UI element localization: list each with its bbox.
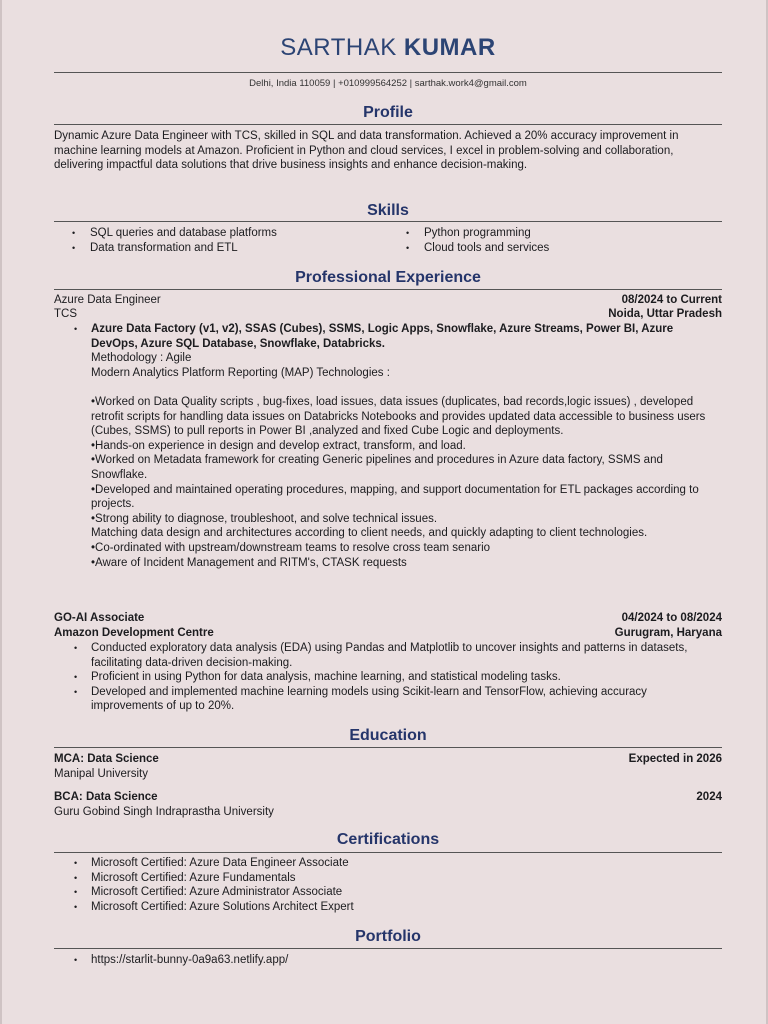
job-header <box>54 611 722 626</box>
job-subheader <box>54 307 722 322</box>
certification-item: • Microsoft Certified: Azure Administrator Associate <box>91 885 722 900</box>
certification-item: • Microsoft Certified: Azure Data Engineer Associate <box>91 856 722 871</box>
job-point: •Strong ability to diagnose, troubleshoot, and solve technical issues. <box>91 512 438 525</box>
job-role: Azure Data Engineer <box>54 294 161 306</box>
education-degree: MCA: Data Science <box>54 753 159 765</box>
job-company: TCS <box>54 308 77 320</box>
education-school: Guru Gobind Singh Indraprastha University <box>54 806 274 818</box>
portfolio-link[interactable]: • https://starlit-bunny-0a9a63.netlify.app/ <box>91 953 722 968</box>
certification-item: • Microsoft Certified: Azure Fundamentals <box>91 871 722 886</box>
education-date: Expected in 2026 <box>628 753 722 765</box>
skill-item: • Python programming <box>424 226 722 241</box>
job-point: •Worked on Metadata framework for creating Generic pipelines and procedures in Azure data factory, SSMS and Snowflake. <box>91 454 663 481</box>
section-title-skills: Skills <box>367 202 409 219</box>
job-point: •Developed and maintained operating procedures, mapping, and support documentation for ETL packages according to projects. <box>91 483 699 511</box>
education-date: 2024 <box>696 791 722 803</box>
job-point: •Co-ordinated with upstream/downstream teams to resolve cross team senario <box>91 541 491 554</box>
education-school-row <box>54 805 722 820</box>
job-dates: 04/2024 to 08/2024 <box>621 612 722 624</box>
experience-divider <box>54 289 722 290</box>
skills-list <box>54 226 722 258</box>
education-item <box>54 790 722 805</box>
job-map-heading: Modern Analytics Platform Reporting (MAP) Technologies : <box>91 366 390 379</box>
contact-line: Delhi, India 110059 | +010999564252 | sarthak.work4@gmail.com <box>249 78 527 89</box>
job-point: •Aware of Incident Management and RITM's, CTASK requests <box>91 556 407 569</box>
job-point: • Developed and implemented machine learning models using Scikit-learn and TensorFlow, achieving accuracy improvements of up to 20%. <box>91 685 722 714</box>
job-methodology: Methodology : Agile <box>91 352 192 365</box>
job-tech-stack: • Azure Data Factory (v1, v2), SSAS (Cubes), SSMS, Logic Apps, Snowflake, Azure Streams, Power BI, Azure DevOps, Azure SQL Database, Snowflake, Databricks. <box>91 323 674 350</box>
profile-divider <box>54 124 722 125</box>
job-point: •Hands-on experience in design and develop extract, transform, and load. <box>91 439 466 452</box>
section-title-profile: Profile <box>363 104 413 121</box>
job-point: • Conducted exploratory data analysis (EDA) using Pandas and Matplotlib to uncover insights and patterns in datasets, facilitating data-driven decision-making. <box>91 641 722 670</box>
job-details <box>54 641 722 714</box>
candidate-name <box>54 34 722 62</box>
job-details <box>54 322 722 570</box>
skill-item: • SQL queries and database platforms <box>90 226 388 241</box>
portfolio-divider <box>54 948 722 949</box>
section-title-certifications: Certifications <box>336 831 440 848</box>
education-degree: BCA: Data Science <box>54 791 158 803</box>
section-title-education: Education <box>349 727 427 744</box>
skill-item: • Data transformation and ETL <box>90 241 388 256</box>
job-location: Noida, Uttar Pradesh <box>608 308 722 320</box>
skill-item: • Cloud tools and services <box>424 241 722 256</box>
portfolio-list <box>54 953 722 968</box>
header-divider <box>54 72 722 73</box>
job-point: • Proficient in using Python for data analysis, machine learning, and statistical modeling tasks. <box>91 670 722 685</box>
certifications-list <box>54 856 722 914</box>
skills-divider <box>54 221 722 222</box>
job-subheader <box>54 626 722 641</box>
job-point: Matching data design and architectures according to client needs, and quickly adapting to client technologies. <box>91 527 648 540</box>
education-item <box>54 752 722 767</box>
job-company: Amazon Development Centre <box>54 627 214 639</box>
job-header <box>54 293 722 308</box>
last-name: KUMAR <box>403 34 496 61</box>
profile-summary: Dynamic Azure Data Engineer with TCS, skilled in SQL and data transformation. Achieved a 20% accuracy improvement in machine learning models at Amazon. Proficient in Python and cloud services, I excel in problem-solving and collaboration, delivering impactful data solutions that drive business insights and enhance decision-making. <box>54 130 679 172</box>
education-school-row <box>54 767 722 782</box>
certifications-divider <box>54 852 722 853</box>
section-title-portfolio: Portfolio <box>355 928 421 945</box>
section-title-experience: Professional Experience <box>295 269 481 286</box>
first-name: SARTHAK <box>280 34 397 61</box>
job-location: Gurugram, Haryana <box>614 627 722 639</box>
education-divider <box>54 747 722 748</box>
job-role: GO-AI Associate <box>54 612 145 624</box>
job-point: •Worked on Data Quality scripts , bug-fixes, load issues, data issues (duplicates, bad records,logic issues) , developed retrofit scripts for handling data issues on Databricks Notebooks and provides updated data accessible to business users (Cubes, SSMS) to pull reports in Power BI ,analyzed and fixed Cube Logic and deployments. <box>91 395 706 438</box>
job-dates: 08/2024 to Current <box>621 294 722 306</box>
certification-item: • Microsoft Certified: Azure Solutions Architect Expert <box>91 900 722 915</box>
education-school: Manipal University <box>54 768 148 780</box>
